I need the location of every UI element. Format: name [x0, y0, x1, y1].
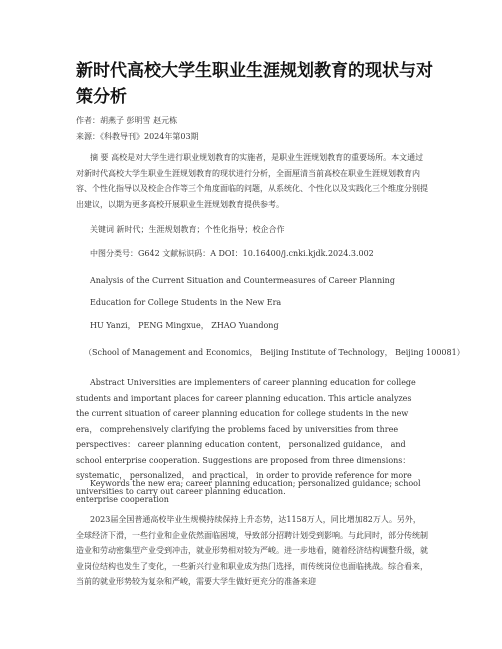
keywords-english: Keywords the new era; career planning education; personalized guidance; school enterprise cooperation: [76, 479, 421, 504]
english-title-line-1: Analysis of the Current Situation and Countermeasures of Career Planning: [90, 276, 395, 285]
authors-line: 作者：胡燕子 彭明雪 赵元栋: [76, 116, 178, 125]
english-title-line-2: Education for College Students in the New Era: [90, 298, 282, 307]
classification-line: 中图分类号：G642 文献标识码：A DOI：10.16400/j.cnki.kjdk.2024.3.002: [90, 249, 374, 258]
abstract-english: Abstract Universities are implementers of career planning education for college students and important places for career planning education. This article analyzes the current situation of career planning education for college students in the new era， comprehensively clarifying the problems faced by universities from three perspectives： career planning education content， personalized guidance， and school enterprise cooperation. Suggestions are proposed from three dimensions： systematic， personalized， and practical， in order to provide reference for more universities to carry out career planning education.: [76, 378, 416, 496]
abstract-chinese: 摘 要 高校是对大学生进行职业规划教育的实施者，是职业生涯规划教育的重要场所。本文通过对新时代高校大学生职业生涯规划教育的现状进行分析，全面厘清当前高校在职业生涯规划教育内容、个性化指导以及校企合作等三个角度面临的问题，从系统化、个性化以及实践化三个维度分别提出建议，以期为更多高校开展职业生涯规划教育提供参考。: [76, 153, 428, 209]
source-line: 来源：《科教导刊》2024年第03期: [76, 132, 199, 141]
english-affiliation: （School of Management and Economics， Beijing Institute of Technology， Beijing 100081）: [84, 348, 465, 357]
keywords-chinese: 关键词 新时代；生涯规划教育；个性化指导；校企合作: [90, 225, 285, 234]
english-authors: HU Yanzi， PENG Mingxue， ZHAO Yuandong: [90, 321, 279, 330]
article-title: 新时代高校大学生职业生涯规划教育的现状与对策分析: [76, 61, 433, 107]
body-paragraph: 2023届全国普通高校毕业生规模持续保持上升态势，达1158万人，同比增加82万人。另外，全球经济下滑，一些行业和企业依然面临困境，导致部分招聘计划受到影响。与此同时，部分传统制造业和劳动密集型产业受到冲击，就业形势相对较为严峻。进一步地看，随着经济结构调整升级，就业岗位结构也发生了变化，一些新兴行业和职业成为热门选择，而传统岗位也面临挑战。综合看来，当前的就业形势较为复杂和严峻，需要大学生做好更充分的准备来迎: [76, 515, 428, 586]
